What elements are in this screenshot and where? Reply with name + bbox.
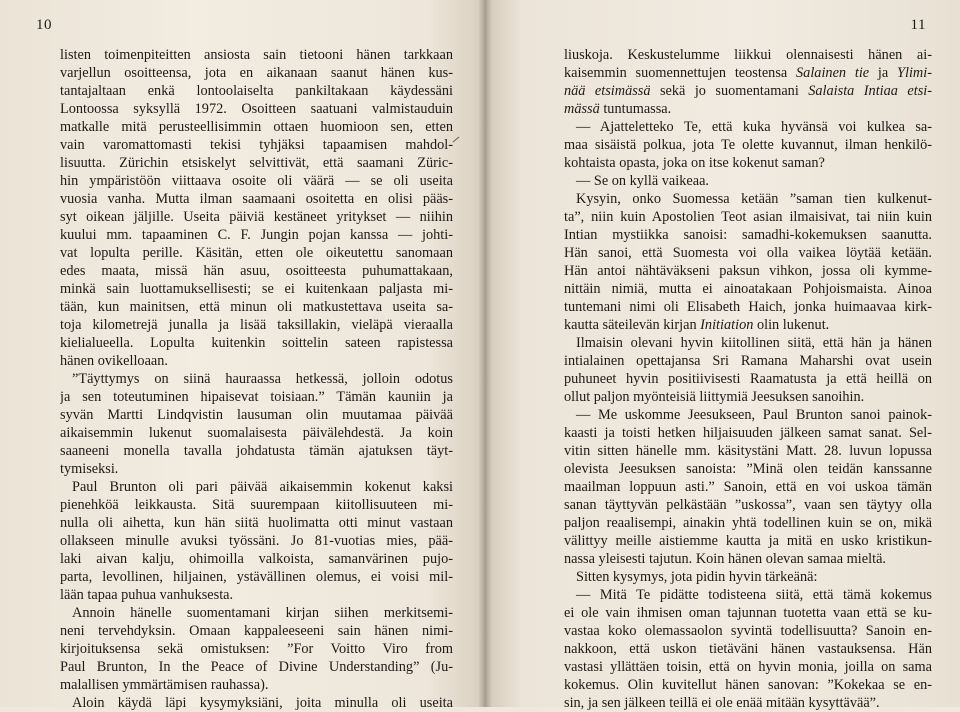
text-line: kautta säteilevän kirjan Initiation olin lukenut. bbox=[564, 317, 830, 333]
text-line: — Ajatteletteko Te, että kuka hyvänsä voi kulkea sa- bbox=[576, 119, 932, 135]
text-line: ollut paljon myönteisiä liittymiä Jeesuksen sanoihin. bbox=[564, 389, 865, 405]
text-line: saaneeni monella tavalla johdatusta tämän ajatuksen täyt- bbox=[60, 443, 453, 459]
text-line: vastaa koko olemassaolon syvintä todellisuutta? Sanoin en- bbox=[564, 623, 932, 639]
text-line: ja sen toteutuminen hipaisevat toisiaan.” Tämän kauniin ja bbox=[60, 389, 453, 405]
text-line: edes maata, missä hän asuu, osoitteesta puhumattakaan, bbox=[60, 263, 453, 279]
text-line: kirjoituksensa sekä omistuksen: ”For Voitto Viro from bbox=[60, 641, 453, 657]
text-line: vastasi yllättäen toisin, että on hyvin monia, joilla on sama bbox=[564, 659, 932, 675]
text-line: nakkoon, että uskon tietäväni hänen vastauksensa. Hän bbox=[564, 641, 932, 657]
text-line: kaasti ja toisti hetken hiljaisuuden jälkeen samat sanat. Sel- bbox=[564, 425, 932, 441]
text-line: Paul Brunton oli pari päivää aikaisemmin kokenut kaksi bbox=[72, 479, 453, 495]
text-line: vain varomattomasti tekisi tyhjäksi tapaamisen mahdol- bbox=[60, 137, 453, 153]
text-line: nittäin nimiä, mutta ei ainoatakaan Pohjoismaista. Ainoa bbox=[564, 281, 932, 297]
text-line: Ilmaisin olevani hyvin kiitollinen siitä, että hän ja hänen bbox=[576, 335, 932, 351]
text-line: mässä tuntumassa. bbox=[564, 101, 672, 117]
text-line: ei ole vain ihmisen oman tajunnan tuotetta vaan että se ku- bbox=[564, 605, 932, 621]
text-line: maa sisäistä polkua, jota Te olette kuvannut, ilman henkilö- bbox=[564, 137, 932, 153]
text-line: kaisemmin suomennettujen teostensa Salainen tie ja Ylimi- bbox=[564, 65, 932, 81]
text-line: vitin sitten hänelle mm. käsitystäni Matt. 28. luvun lopussa bbox=[564, 443, 932, 459]
page-number-left: 10 bbox=[36, 17, 52, 33]
text-line: sanan täyttyvän pelkästään ”uskossa”, vaan sen täytyy olla bbox=[564, 497, 932, 513]
page-number-right: 11 bbox=[910, 17, 926, 33]
text-line: ollakseen minulle avuksi työssäni. Jo 81-vuotias mies, pää- bbox=[60, 533, 453, 549]
text-line: parta, levollinen, hiljainen, ystävällinen olemus, ei voisi mil- bbox=[60, 569, 453, 585]
book-gutter bbox=[478, 0, 492, 707]
text-line: Aloin käydä läpi kysymyksiäni, joita minulla oli useita bbox=[72, 695, 453, 711]
text-line: kuului mm. tapaaminen C. F. Jungin pojan kanssa — johti- bbox=[60, 227, 453, 243]
text-line: olevista Jeesuksen sanoista: ”Minä olen teidän kanssanne bbox=[564, 461, 932, 477]
text-line: Hän antoi nähtäväkseni paksun vihkon, jossa oli kymme- bbox=[564, 263, 932, 279]
text-line: neni tervehdyksin. Omaan kappaleeseeni sain hänen nimi- bbox=[60, 623, 453, 639]
text-line: hin ympäristöön viittaava osoite oli väärä — se oli useita bbox=[60, 173, 453, 189]
left-page-text bbox=[60, 46, 453, 712]
text-line: vat lopulta perille. Käsitän, etten ole oikeutettu sanomaan bbox=[60, 245, 453, 261]
text-line: — Se on kyllä vaikeaa. bbox=[576, 173, 710, 189]
right-page bbox=[484, 0, 960, 711]
text-line: nassa yleisesti tajutun. Koin hänen olevan samaa mieltä. bbox=[564, 551, 886, 567]
text-line: liuskoja. Keskustelumme liikkui olennaisesti hänen ai- bbox=[564, 47, 932, 63]
text-line: Paul Brunton, In the Peace of Divine Understanding” (Ju- bbox=[60, 659, 453, 675]
text-line: nulla oli aihetta, kun hän siitä huolimatta otti minut vastaan bbox=[60, 515, 453, 531]
text-line: intialainen opettajansa Sri Ramana Maharshi ovat usein bbox=[564, 353, 932, 369]
text-line: tään, kun mainitsen, että minun oli matkustettava useita sa- bbox=[60, 299, 453, 315]
text-line: Kysyin, onko Suomessa ketään ”saman tien kulkenut- bbox=[576, 191, 932, 207]
text-line: ”Täyttymys on siinä hauraassa hetkessä, jolloin odotus bbox=[72, 371, 453, 387]
text-line: listen toimenpiteitten ansiosta sain tietooni hänen tarkkaan bbox=[60, 47, 453, 63]
text-line: varjellun osoitteensa, jota en aikanaan saanut hänen kus- bbox=[60, 65, 453, 81]
text-line: tymiseksi. bbox=[60, 461, 119, 477]
text-line: lään tapaa puhua vanhuksesta. bbox=[60, 587, 234, 603]
text-line: hänen ovikelloaan. bbox=[60, 353, 168, 369]
text-line: minkä sain luottamuksellisesti; se ei kuitenkaan paljasta mi- bbox=[60, 281, 453, 297]
text-line: kokemus. Olin kuvitellut hänen sanovan: ”Kokekaa se en- bbox=[564, 677, 932, 693]
text-line: välittyy meille aistiemme kautta ja mitä en usko kristikun- bbox=[564, 533, 932, 549]
text-line: nää etsimässä sekä jo suomentamani Salaista Intiaa etsi- bbox=[564, 83, 932, 99]
text-line: pienehköä leikkausta. Sitä suurempaan kiitollisuuteen mi- bbox=[60, 497, 453, 513]
text-line: vuosia vanha. Mutta ilman saamaani osoitetta en olisi pääs- bbox=[60, 191, 453, 207]
text-line: kohtaista opasta, joka on itse kokenut saman? bbox=[564, 155, 825, 171]
text-line: toja kilometrejä junalla ja lisää taksillakin, vieläpä vieraalla bbox=[60, 317, 453, 333]
text-line: Annoin hänelle suomentamani kirjan siihen merkitsemi- bbox=[72, 605, 453, 621]
text-line: ta”, niin kuin Apostolien Teot asian ilmaisivat, tai niin kuin bbox=[564, 209, 932, 225]
text-line: syvän Martti Lindqvistin lausuman olin muutamaa päivää bbox=[60, 407, 453, 423]
text-line: — Me uskomme Jeesukseen, Paul Brunton sanoi painok- bbox=[576, 407, 932, 423]
text-line: kielialueella. Lopulta kuitenkin soittelin sateen rapistessa bbox=[60, 335, 453, 351]
right-page-text bbox=[564, 46, 932, 712]
text-line: lisuutta. Zürichin etsiskelyt selvittivät, että saamani Züric- bbox=[60, 155, 453, 171]
text-line: Hän sanoi, että Suomesta voi olla vaikea löytää ketään. bbox=[564, 245, 932, 261]
text-line: tantajaltaan enkä lontoolaiselta pankiltakaan käydessäni bbox=[60, 83, 453, 99]
text-line: — Mitä Te pidätte todisteena siitä, että tämä kokemus bbox=[576, 587, 932, 603]
text-line: Intian mystiikka sanoisi: samadhi-kokemuksen saanutta. bbox=[564, 227, 932, 243]
text-line: tuntemani nimi oli Elisabeth Haich, jonka huimaavaa kirk- bbox=[564, 299, 932, 315]
text-line: malallisen ymmärtämisen rauhassa). bbox=[60, 677, 269, 693]
text-line: Lontoossa syksyllä 1972. Osoitteen saatuani valmistauduin bbox=[60, 101, 453, 117]
text-line: syt oikean jäljille. Useita päiviä kestäneet yritykset — niihin bbox=[60, 209, 453, 225]
text-line: maailman loppuun asti.” Sanoin, että en voi uskoa tämän bbox=[564, 479, 932, 495]
text-line: sin, ja sen jälkeen teillä ei ole enää mitään kysyttävää”. bbox=[564, 695, 880, 711]
text-line: puhuneet hyvin positiivisesti Raamatusta ja että heillä on bbox=[564, 371, 932, 387]
text-line: laki aivan kalju, ohimoilla valkoista, samanvärinen pujo- bbox=[60, 551, 453, 567]
text-line: paljon reaalisempi, ainakin yhtä todellinen kuin se on, mikä bbox=[564, 515, 932, 531]
text-line: Sitten kysymys, jota pidin hyvin tärkeänä: bbox=[576, 569, 818, 585]
text-line: aikaisemmin lukenut suomalaisesta päivälehdestä. Ja koin bbox=[60, 425, 453, 441]
text-line: matkalle mitä perusteellisimmin ottaen huomioon sen, etten bbox=[60, 119, 453, 135]
